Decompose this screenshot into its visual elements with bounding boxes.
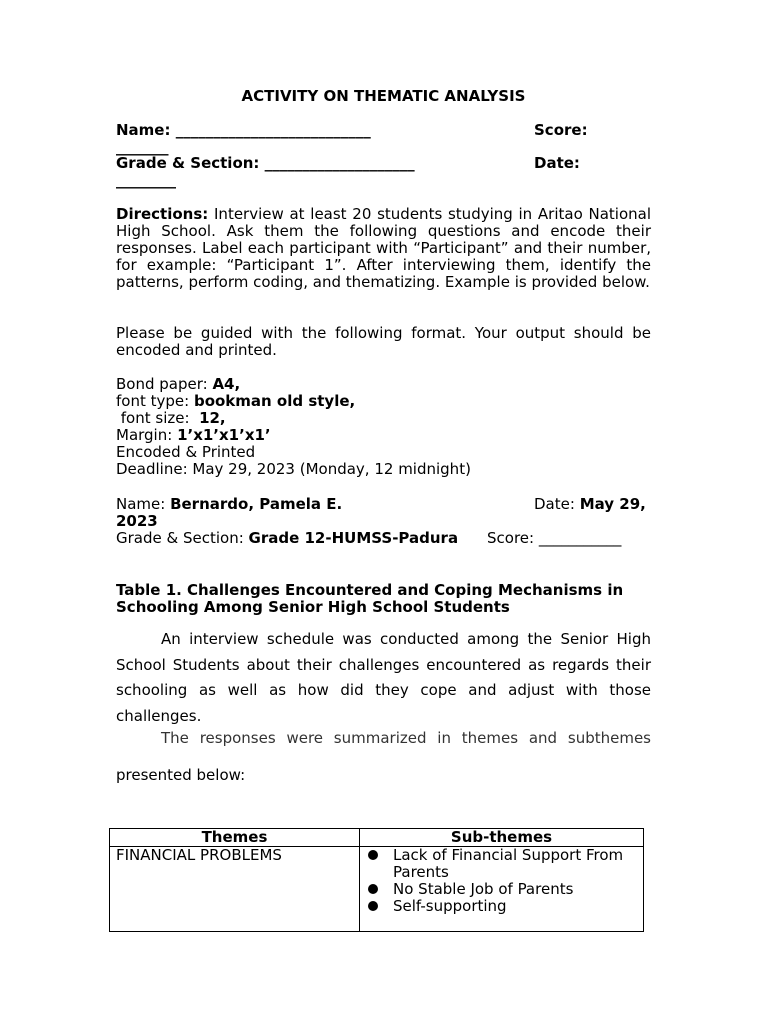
- bullet-icon: [368, 850, 378, 860]
- body-paragraph-2-line1: The responses were summarized in themes and subthemes: [161, 729, 651, 747]
- student-date-year: 2023: [116, 512, 158, 530]
- deadline-line: Deadline: May 29, 2023 (Monday, 12 midnight): [116, 460, 471, 478]
- date-field-label: Date:: [534, 154, 580, 172]
- themes-header: Themes: [110, 829, 360, 847]
- theme-cell: FINANCIAL PROBLEMS: [110, 847, 360, 932]
- directions-paragraph: [116, 206, 651, 291]
- directions-text: Interview at least 20 students studying in Aritao National High School. Ask them the following questions and encode their responses. Label each participant with “Participant” and their number, for example: “Participant 1”. After interviewing them, identify the patterns, perform coding, and thematizing. Example is provided below.: [116, 205, 651, 291]
- table-caption: Table 1. Challenges Encountered and Coping Mechanisms in Schooling Among Senior High School Students: [116, 581, 624, 616]
- body-paragraph-2-line2: presented below:: [116, 766, 246, 784]
- page-title: ACTIVITY ON THEMATIC ANALYSIS: [241, 87, 526, 105]
- list-item: No Stable Job of Parents: [366, 881, 637, 898]
- score-field-label: Score:: [534, 121, 588, 139]
- list-item: Lack of Financial Support From Parents: [366, 847, 637, 881]
- subthemes-header: Sub-themes: [360, 829, 644, 847]
- subthemes-list: [366, 847, 637, 931]
- date-blank: ________: [116, 171, 176, 189]
- bond-paper-line: Bond paper: A4,: [116, 375, 241, 393]
- student-date-value: May 29,: [579, 495, 646, 513]
- font-type-line: font type: bookman old style,: [116, 392, 356, 410]
- student-name-value: Bernardo, Pamela E.: [170, 495, 343, 513]
- themes-table: [109, 828, 644, 932]
- bullet-icon: [368, 901, 378, 911]
- score-blank: _______: [116, 138, 169, 156]
- directions-label: Directions:: [116, 205, 209, 223]
- body-paragraph-1: An interview schedule was conducted among the Senior High School Students about their challenges encountered as regards their schooling as well as how did they cope and adjust with those challenges.: [116, 630, 651, 726]
- table-header-row: [110, 829, 644, 847]
- margin-line: Margin: 1’x1’x1’x1’: [116, 426, 271, 444]
- name-score-row: [116, 122, 651, 139]
- student-date-line: Date: May 29,: [534, 495, 646, 513]
- student-score-line: Score: ___________: [487, 529, 622, 547]
- student-grade-value: Grade 12-HUMSS-Padura: [248, 529, 459, 547]
- grade-section-field-label: Grade & Section: ____________________: [116, 154, 415, 172]
- guide-paragraph: Please be guided with the following format. Your output should be encoded and printed.: [116, 324, 651, 359]
- subthemes-cell: [360, 847, 644, 932]
- encoded-line: Encoded & Printed: [116, 443, 256, 461]
- student-name-line: Name: Bernardo, Pamela E.: [116, 495, 343, 513]
- student-grade-line: Grade & Section: Grade 12-HUMSS-Padura: [116, 529, 459, 547]
- list-item: Self-supporting: [366, 898, 637, 915]
- bullet-icon: [368, 884, 378, 894]
- name-field-label: Name: __________________________: [116, 121, 371, 139]
- font-size-line: font size: 12,: [116, 409, 226, 427]
- table-row: [110, 847, 644, 932]
- grade-date-row: [116, 155, 651, 172]
